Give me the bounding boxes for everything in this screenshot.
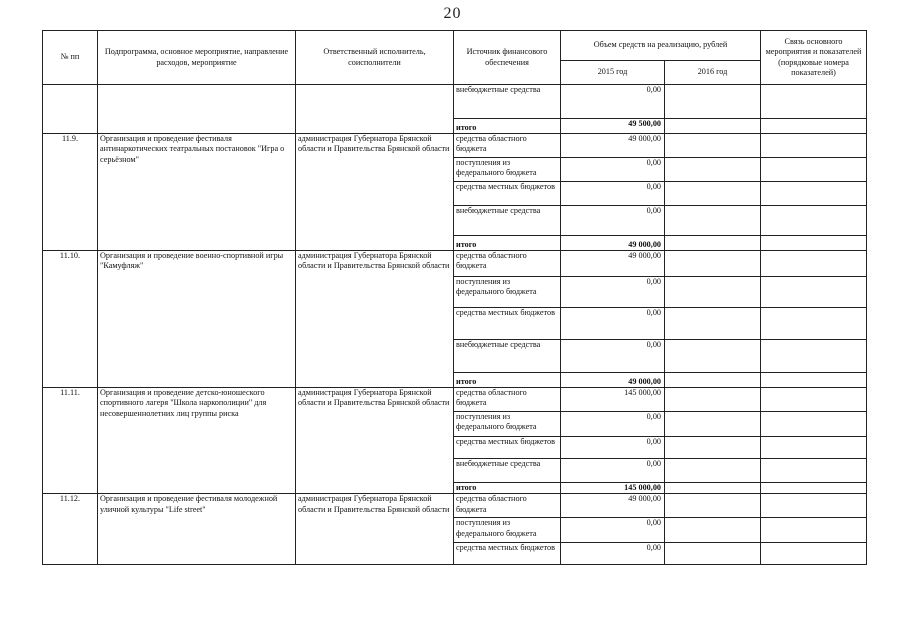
header-2016: 2016 год (665, 61, 761, 85)
amount-2015: 0,00 (561, 518, 665, 543)
item-name: Организация и проведение фестиваля молодежной уличной культуры "Life street" (98, 494, 296, 565)
total-amount: 49 000,00 (561, 236, 665, 251)
table-row (43, 134, 867, 158)
amount-2016 (665, 412, 761, 437)
link-cell (761, 119, 867, 134)
total-amount: 49 000,00 (561, 373, 665, 388)
source-cell: средства областного бюджета (454, 134, 561, 158)
amount-2015: 0,00 (561, 412, 665, 437)
header-row (43, 31, 867, 61)
source-cell: средства областного бюджета (454, 388, 561, 412)
source-cell: средства местных бюджетов (454, 543, 561, 565)
amount-2015: 0,00 (561, 182, 665, 206)
amount-2016 (665, 182, 761, 206)
amount-2016 (665, 373, 761, 388)
source-cell: средства местных бюджетов (454, 182, 561, 206)
amount-2015: 0,00 (561, 85, 665, 119)
item-name: Организация и проведение фестиваля антинаркотических театральных постановок "Игра о серьёзном" (98, 134, 296, 251)
link-cell (761, 373, 867, 388)
source-cell: поступления из федерального бюджета (454, 518, 561, 543)
link-cell (761, 158, 867, 182)
source-cell: поступления из федерального бюджета (454, 277, 561, 308)
item-executor: администрация Губернатора Брянской области и Правительства Брянской области (296, 251, 454, 388)
source-cell: средства местных бюджетов (454, 437, 561, 459)
amount-2016 (665, 308, 761, 340)
table-row (43, 251, 867, 277)
item-name: Организация и проведение военно-спортивной игры "Камуфляж" (98, 251, 296, 388)
source-cell: внебюджетные средства (454, 459, 561, 483)
amount-2015: 0,00 (561, 158, 665, 182)
amount-2015: 49 000,00 (561, 494, 665, 518)
amount-2016 (665, 277, 761, 308)
link-cell (761, 459, 867, 483)
link-cell (761, 236, 867, 251)
header-link: Связь основного мероприятия и показателей (порядковые номера показателей) (761, 31, 867, 85)
source-cell: средства местных бюджетов (454, 308, 561, 340)
link-cell (761, 206, 867, 236)
header-source: Источник финансового обеспечения (454, 31, 561, 85)
link-cell (761, 388, 867, 412)
table-row (43, 388, 867, 412)
amount-2015: 49 000,00 (561, 251, 665, 277)
item-executor: администрация Губернатора Брянской области и Правительства Брянской области (296, 388, 454, 494)
amount-2016 (665, 388, 761, 412)
source-cell: внебюджетные средства (454, 340, 561, 373)
header-executor: Ответственный исполнитель, соисполнители (296, 31, 454, 85)
total-label: итого (454, 373, 561, 388)
total-label: итого (454, 483, 561, 494)
total-amount: 49 500,00 (561, 119, 665, 134)
amount-2016 (665, 206, 761, 236)
source-cell: поступления из федерального бюджета (454, 412, 561, 437)
link-cell (761, 518, 867, 543)
item-number: 11.9. (43, 134, 98, 251)
amount-2016 (665, 518, 761, 543)
link-cell (761, 85, 867, 119)
table-row (43, 494, 867, 518)
table-row (43, 85, 867, 119)
amount-2015: 49 000,00 (561, 134, 665, 158)
source-cell: внебюджетные средства (454, 206, 561, 236)
amount-2015: 145 000,00 (561, 388, 665, 412)
amount-2016 (665, 251, 761, 277)
amount-2016 (665, 543, 761, 565)
link-cell (761, 543, 867, 565)
item-number: 11.10. (43, 251, 98, 388)
amount-2016 (665, 236, 761, 251)
table-body (43, 85, 867, 565)
source-cell: средства областного бюджета (454, 251, 561, 277)
amount-2015: 0,00 (561, 277, 665, 308)
header-num: № пп (43, 31, 98, 85)
amount-2016 (665, 119, 761, 134)
link-cell (761, 412, 867, 437)
link-cell (761, 437, 867, 459)
source-cell: поступления из федерального бюджета (454, 158, 561, 182)
total-label: итого (454, 236, 561, 251)
link-cell (761, 134, 867, 158)
amount-2016 (665, 85, 761, 119)
amount-2015: 0,00 (561, 543, 665, 565)
link-cell (761, 340, 867, 373)
total-label: итого (454, 119, 561, 134)
amount-2016 (665, 134, 761, 158)
total-amount: 145 000,00 (561, 483, 665, 494)
amount-2015: 0,00 (561, 340, 665, 373)
link-cell (761, 308, 867, 340)
link-cell (761, 483, 867, 494)
link-cell (761, 277, 867, 308)
amount-2016 (665, 483, 761, 494)
amount-2016 (665, 494, 761, 518)
header-2015: 2015 год (561, 61, 665, 85)
amount-2015: 0,00 (561, 437, 665, 459)
amount-2015: 0,00 (561, 206, 665, 236)
item-number: 11.11. (43, 388, 98, 494)
amount-2015: 0,00 (561, 308, 665, 340)
link-cell (761, 251, 867, 277)
amount-2016 (665, 437, 761, 459)
budget-table (42, 30, 867, 565)
source-cell: внебюджетные средства (454, 85, 561, 119)
item-executor: администрация Губернатора Брянской области и Правительства Брянской области (296, 134, 454, 251)
header-subprogram: Подпрограмма, основное мероприятие, направление расходов, мероприятие (98, 31, 296, 85)
amount-2016 (665, 459, 761, 483)
amount-2015: 0,00 (561, 459, 665, 483)
continuation-num-cell (43, 85, 98, 134)
continuation-executor-cell (296, 85, 454, 134)
continuation-name-cell (98, 85, 296, 134)
source-cell: средства областного бюджета (454, 494, 561, 518)
item-name: Организация и проведение детско-юношеского спортивного лагеря "Школа наркополиции" для несовершеннолетних лиц группы риска (98, 388, 296, 494)
item-executor: администрация Губернатора Брянской области и Правительства Брянской области (296, 494, 454, 565)
link-cell (761, 494, 867, 518)
item-number: 11.12. (43, 494, 98, 565)
header-volume: Объем средств на реализацию, рублей (561, 31, 761, 61)
link-cell (761, 182, 867, 206)
amount-2016 (665, 158, 761, 182)
amount-2016 (665, 340, 761, 373)
page-number: 20 (443, 5, 462, 22)
